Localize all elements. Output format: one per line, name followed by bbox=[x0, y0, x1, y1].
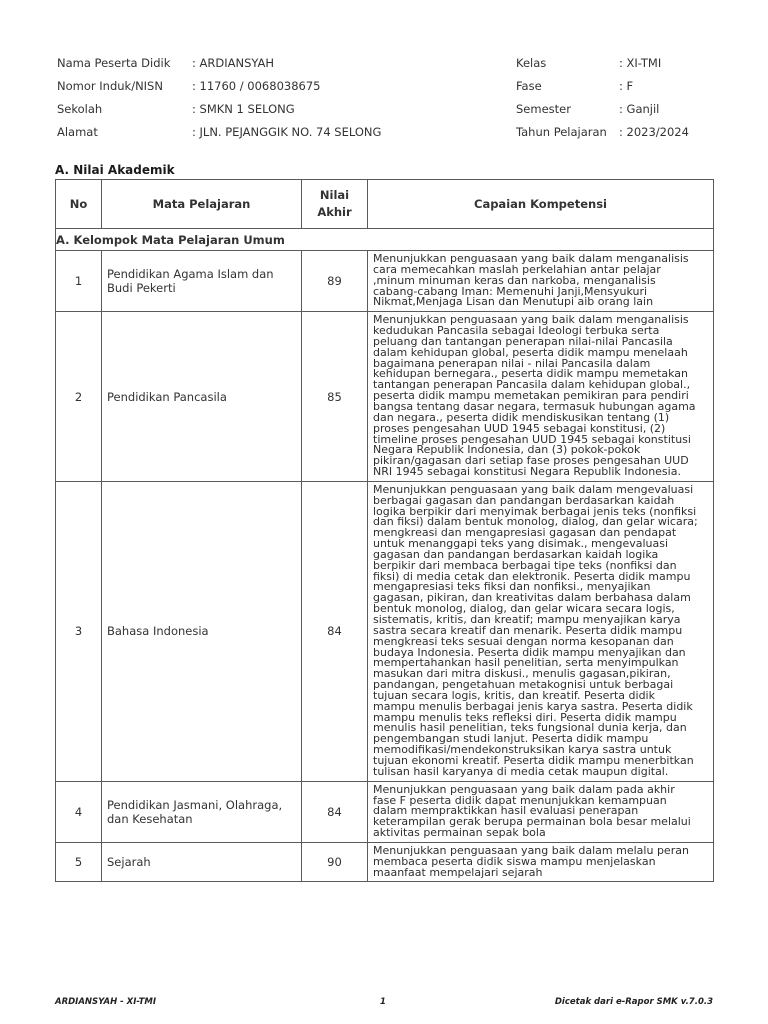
competency-line: tujuan ekonomi kreatif. Peserta didik mampu menerbitkan bbox=[373, 755, 694, 767]
subject-name: Pendidikan Pancasila bbox=[102, 312, 302, 482]
competency-description bbox=[368, 842, 714, 882]
final-grade: 90 bbox=[302, 842, 368, 882]
competency-line: untuk menanggapi teks yang disimak., mengevaluasi bbox=[373, 539, 669, 550]
header-no: No bbox=[56, 180, 102, 229]
info-value: : ARDIANSYAH bbox=[192, 56, 275, 70]
competency-line: mampu menulis berbagai jenis karya sastra. Peserta didik bbox=[373, 701, 693, 713]
competency-line: maanfaat mempelajari sejarah bbox=[373, 867, 543, 879]
competency-line: dan negara., peserta didik mendiskusikan tentang (1) bbox=[373, 412, 670, 424]
table-row bbox=[56, 312, 714, 482]
header-grade bbox=[302, 180, 368, 229]
info-value: : SMKN 1 SELONG bbox=[192, 102, 295, 116]
group-row bbox=[56, 229, 714, 251]
competency-line: peluang dan tantangan penerapan nilai-nilai Pancasila bbox=[373, 336, 673, 348]
info-label: Kelas bbox=[516, 56, 547, 70]
header-grade-line2: Akhir bbox=[317, 205, 352, 219]
info-label: Nama Peserta Didik bbox=[57, 56, 171, 70]
table-row bbox=[56, 251, 714, 312]
subject-name: Pendidikan Jasmani, Olahraga, dan Kesehatan bbox=[102, 781, 302, 842]
footer-printed-by: Dicetak dari e-Rapor SMK v.7.0.3 bbox=[554, 997, 713, 1007]
subject-name: Sejarah bbox=[102, 842, 302, 882]
competency-line: bentuk monolog, dialog, dan gelar wicara secara logis, bbox=[373, 604, 675, 615]
competency-line: tujuan secara logis, kritis, dan kreatif. Peserta didik bbox=[373, 690, 655, 702]
row-number: 4 bbox=[56, 781, 102, 842]
competency-line: budaya Indonesia. Peserta didik mampu menyajikan dan bbox=[373, 647, 686, 659]
competency-line: NRI 1945 sebagai konstitusi Negara Republik Indonesia. bbox=[373, 467, 681, 478]
competency-description bbox=[368, 251, 714, 312]
final-grade: 85 bbox=[302, 312, 368, 482]
competency-line: cabang-cabang Iman: Memenuhi Janji,Mensyukuri bbox=[373, 286, 648, 298]
competency-line: gagasan, pikiran, dan kreativitas dalam berbahasa dalam bbox=[373, 593, 691, 605]
section-title: A. Nilai Akademik bbox=[55, 163, 175, 177]
info-value: : 2023/2024 bbox=[619, 125, 689, 139]
final-grade: 84 bbox=[302, 481, 368, 781]
table-row bbox=[56, 842, 714, 882]
competency-line: dalam mempraktikkan hasil evaluasi penerapan bbox=[373, 806, 639, 818]
subject-name: Bahasa Indonesia bbox=[102, 481, 302, 781]
competency-description bbox=[368, 781, 714, 842]
row-number: 2 bbox=[56, 312, 102, 482]
competency-line: berpikir dari membaca berbagai tipe teks (nonfiksi dan bbox=[373, 560, 677, 572]
competency-line: aktivitas permainan sepak bola bbox=[373, 828, 546, 839]
info-label: Nomor Induk/NISN bbox=[57, 79, 163, 93]
group-label: A. Kelompok Mata Pelajaran Umum bbox=[56, 229, 714, 251]
competency-line: mempertahankan hasil penelitian, serta menyimpulkan bbox=[373, 658, 679, 670]
competency-line: logika berpikir dari menyimak berbagai jenis teks (nonfiksi bbox=[373, 506, 697, 518]
competency-line: ,minum minuman keras dan narkoba, menganalisis bbox=[373, 275, 656, 287]
competency-line: kehidupan bernegara., peserta didik mampu memetakan bbox=[373, 369, 689, 381]
competency-line: dan fiksi) dalam bentuk monolog, dialog, dan gelar wicara; bbox=[373, 517, 698, 529]
competency-line: Negara Republik Indonesia, dan (3) pokok-pokok bbox=[373, 445, 641, 457]
competency-line: cara memecahkan maslah perkelahian antar pelajar bbox=[373, 264, 661, 276]
final-grade: 84 bbox=[302, 781, 368, 842]
final-grade: 89 bbox=[302, 251, 368, 312]
header-competency: Capaian Kompetensi bbox=[368, 180, 714, 229]
subject-name: Pendidikan Agama Islam dan Budi Pekerti bbox=[102, 251, 302, 312]
table-header-row bbox=[56, 180, 714, 229]
competency-description bbox=[368, 312, 714, 482]
footer-student: ARDIANSYAH - XI-TMI bbox=[55, 997, 157, 1007]
row-number: 3 bbox=[56, 481, 102, 781]
competency-line: membaca peserta didik siswa mampu menjelaskan bbox=[373, 856, 656, 868]
info-label: Sekolah bbox=[57, 102, 103, 116]
competency-line: fase F peserta didik dapat menunjukkan kemampuan bbox=[373, 795, 667, 807]
info-value: : JLN. PEJANGGIK NO. 74 SELONG bbox=[192, 125, 382, 139]
competency-description bbox=[368, 481, 714, 781]
info-value: : 11760 / 0068038675 bbox=[192, 79, 321, 93]
competency-line: dalam kehidupan global, peserta didik mampu menelaah bbox=[373, 347, 688, 359]
competency-line: menulis hasil penelitian, teks fungsional dunia kerja, dan bbox=[373, 723, 687, 735]
competency-line: mengapresiasi teks fiksi dan nonfiksi., menyajikan bbox=[373, 582, 651, 594]
info-value: : F bbox=[619, 79, 634, 93]
competency-line: peserta didik mampu memetakan pemikiran para pendiri bbox=[373, 391, 689, 402]
competency-line: Menunjukkan penguasaan yang baik dalam mengevaluasi bbox=[373, 484, 694, 496]
row-number: 1 bbox=[56, 251, 102, 312]
competency-line: sastra secara kreatif dan menarik. Peserta didik mampu bbox=[373, 625, 683, 637]
info-value: : Ganjil bbox=[619, 102, 660, 116]
row-number: 5 bbox=[56, 842, 102, 882]
competency-line: pandangan, pengetahuan metakognisi untuk berbagai bbox=[373, 680, 674, 691]
grades-table bbox=[55, 179, 714, 882]
header-subject: Mata Pelajaran bbox=[102, 180, 302, 229]
competency-line: Menunjukkan penguasaan yang baik dalam menganalisis bbox=[373, 254, 689, 265]
competency-line: pikiran/gagasan dari setiap fase proses pengesahan UUD bbox=[373, 456, 689, 468]
info-label: Tahun Pelajaran bbox=[516, 125, 607, 139]
competency-line: berbagai gagasan dan pandangan berdasarkan kaidah bbox=[373, 495, 675, 507]
info-value: : XI-TMI bbox=[619, 56, 662, 70]
competency-line: memodifikasi/mendekonstruksikan karya sastra untuk bbox=[373, 745, 672, 756]
competency-line: gagasan dan pandangan berdasarkan kaidah logika bbox=[373, 549, 659, 561]
table-row bbox=[56, 481, 714, 781]
competency-line: pengembangan studi lanjut. Peserta didik mampu bbox=[373, 734, 649, 746]
competency-line: mengkreasi teks sesuai dengan norma kesopanan dan bbox=[373, 636, 674, 648]
competency-line: keterampilan gerak berupa permainan bola besar melalui bbox=[373, 817, 691, 829]
competency-line: fiksi) di media cetak dan elektronik. Peserta didik mampu bbox=[373, 571, 691, 583]
info-label: Semester bbox=[516, 102, 571, 116]
competency-line: bagaimana penerapan nilai - nilai Pancasila dalam bbox=[373, 358, 651, 370]
competency-line: proses pengesahan UUD 1945 sebagai konstitusi, (2) bbox=[373, 423, 666, 435]
competency-line: Nikmat,Menjaga Lisan dan Menutupi aib orang lain bbox=[373, 297, 654, 309]
info-label: Alamat bbox=[57, 125, 98, 139]
competency-line: Menunjukkan penguasaan yang baik dalam pada akhir bbox=[373, 784, 675, 796]
footer-page-number: 1 bbox=[380, 997, 386, 1007]
competency-line: tulisan hasil karyanya di media cetak maupun digital. bbox=[373, 766, 669, 778]
header-grade-line1: Nilai bbox=[319, 188, 350, 202]
competency-line: Menunjukkan penguasaan yang baik dalam menganalisis bbox=[373, 315, 689, 327]
competency-line: bangsa tentang dasar negara, termasuk hubungan agama bbox=[373, 401, 696, 413]
table-row bbox=[56, 781, 714, 842]
competency-line: mengkreasi dan mengapresiasi gagasan dan pendapat bbox=[373, 528, 677, 540]
competency-line: masukan dari mitra diskusi., menulis gagasan,pikiran, bbox=[373, 669, 671, 681]
competency-line: Menunjukkan penguasaan yang baik dalam melalu peran bbox=[373, 845, 689, 857]
info-label: Fase bbox=[516, 79, 542, 93]
competency-line: timeline proses pengesahan UUD 1945 sebagai konstitusi bbox=[373, 434, 691, 446]
competency-line: kedudukan Pancasila sebagai Ideologi terbuka serta bbox=[373, 326, 660, 337]
competency-line: sistematis, kritis, dan kreatif; mampu menyajikan karya bbox=[373, 615, 681, 626]
competency-line: mampu menulis teks refleksi diri. Peserta didik mampu bbox=[373, 712, 677, 724]
competency-line: tantangan penerapan Pancasila dalam kehidupan global., bbox=[373, 380, 691, 392]
